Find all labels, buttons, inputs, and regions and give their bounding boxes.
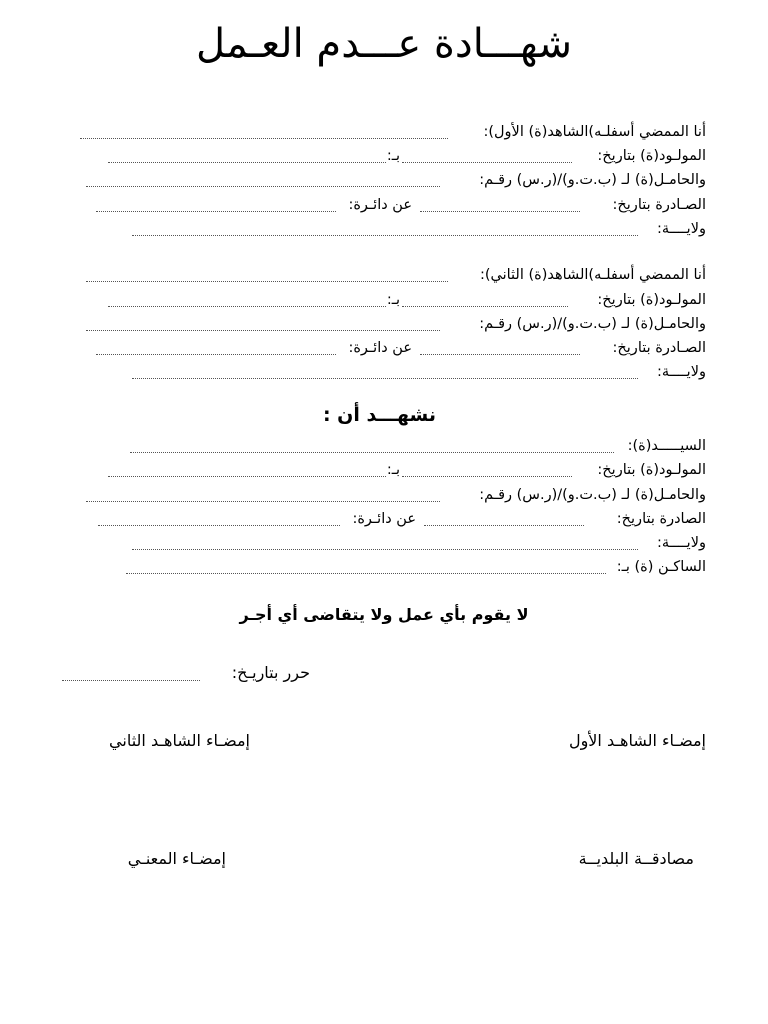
subject-residence-field[interactable]	[126, 573, 606, 574]
subject-province-label: ولايــــة:	[657, 535, 706, 551]
subject-birthdate-label: المولـود(ة) بتاريخ:	[597, 462, 706, 478]
witness2-province-label: ولايــــة:	[657, 364, 706, 380]
witness1-birthplace-field[interactable]	[108, 162, 386, 163]
witness1-issuedate-label: الصـادرة بتاريخ:	[612, 197, 706, 213]
witness2-province-field[interactable]	[132, 378, 638, 379]
witness1-district-label: عن دائـرة:	[348, 197, 412, 213]
witness2-birthdate-label: المولـود(ة) بتاريخ:	[597, 292, 706, 308]
witness1-province-field[interactable]	[132, 235, 638, 236]
subject-name-label: السيـــــد(ة):	[627, 438, 706, 454]
subject-birthplace-label: بـ:	[386, 462, 400, 478]
witness2-issuedate-label: الصـادرة بتاريخ:	[612, 340, 706, 356]
witness1-province-label: ولايــــة:	[657, 221, 706, 237]
witness2-name-field[interactable]	[86, 281, 448, 282]
issued-on-field[interactable]	[62, 680, 200, 681]
subject-birthplace-field[interactable]	[108, 476, 386, 477]
witness2-id-field[interactable]	[86, 330, 440, 331]
subject-name-field[interactable]	[130, 452, 614, 453]
witness2-birthplace-label: بـ:	[386, 292, 400, 308]
subject-residence-label: الساكـن (ة) بـ:	[616, 559, 706, 575]
first-witness-signature-label: إمضـاء الشاهـد الأول	[568, 731, 706, 750]
witness1-district-field[interactable]	[96, 211, 336, 212]
subject-id-label: والحامـل(ة) لـ (ب.ت.و)/(ر.س) رقـم:	[479, 487, 706, 503]
witness2-issuedate-field[interactable]	[420, 354, 580, 355]
second-witness-signature-label: إمضـاء الشاهـد الثاني	[109, 731, 250, 750]
issued-on-label: حرر بتاريـخ:	[231, 663, 310, 682]
witness2-id-label: والحامـل(ة) لـ (ب.ت.و)/(ر.س) رقـم:	[479, 316, 706, 332]
subject-district-label: عن دائـرة:	[352, 511, 416, 527]
witness2-birthplace-field[interactable]	[108, 306, 386, 307]
witness1-name-field[interactable]	[80, 138, 448, 139]
subject-issuedate-field[interactable]	[424, 525, 584, 526]
page-title: شهـــادة عـــدم العـمل	[195, 21, 572, 67]
municipality-stamp-label: مصادقــة البلديــة	[578, 849, 694, 868]
concerned-signature-label: إمضـاء المعنـي	[127, 849, 226, 868]
witness1-birthdate-label: المولـود(ة) بتاريخ:	[597, 148, 706, 164]
testify-heading: نشهـــد أن :	[322, 404, 436, 426]
witness1-id-label: والحامـل(ة) لـ (ب.ت.و)/(ر.س) رقـم:	[479, 172, 706, 188]
subject-province-field[interactable]	[132, 549, 638, 550]
witness2-district-label: عن دائـرة:	[348, 340, 412, 356]
subject-id-field[interactable]	[86, 501, 440, 502]
subject-issuedate-label: الصادرة بتاريخ:	[616, 511, 706, 527]
statement-text: لا يقوم بأي عمل ولا يتقاضى أي أجـر	[239, 605, 529, 624]
witness2-name-label: أنا الممضي أسفلـه)الشاهد(ة) الثاني):	[479, 267, 706, 283]
witness1-birthplace-label: بـ:	[386, 148, 400, 164]
witness1-issuedate-field[interactable]	[420, 211, 580, 212]
subject-district-field[interactable]	[98, 525, 340, 526]
subject-birthdate-field[interactable]	[402, 476, 572, 477]
witness1-name-label: أنا الممضي أسفلـه)الشاهد(ة) الأول):	[483, 124, 706, 140]
witness2-district-field[interactable]	[96, 354, 336, 355]
witness2-birthdate-field[interactable]	[402, 306, 568, 307]
witness1-id-field[interactable]	[86, 186, 440, 187]
witness1-birthdate-field[interactable]	[402, 162, 572, 163]
